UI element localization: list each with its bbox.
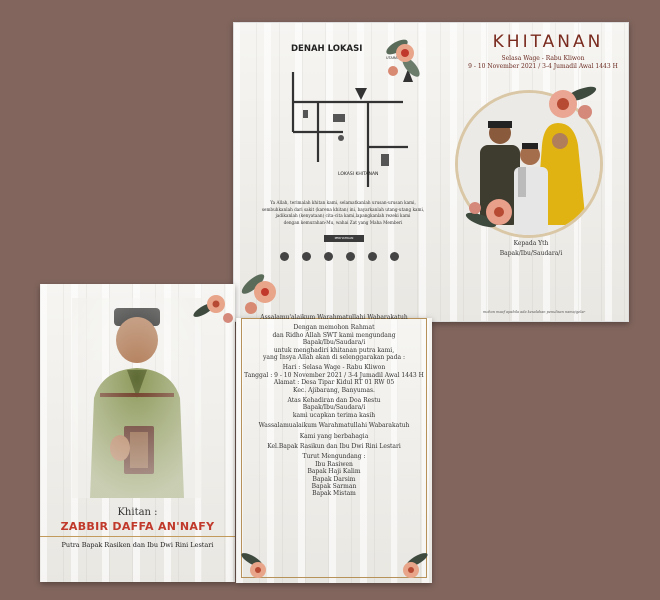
event-date: 9 - 10 November 2021 / 3-4 Jumadil Awal 1443 H	[468, 63, 618, 70]
invitation-text-line: Bapak Darsim	[312, 475, 356, 483]
footnote: mohon maaf apabila ada kesalahan penulisan nama/gelar	[483, 310, 586, 314]
mosque-icon	[381, 154, 389, 166]
invitation-text-line: Bapak Sarman	[311, 483, 357, 490]
prayer-line: dengan kemurahan-Mu, wahai Zat yang Maha Memberi	[283, 219, 403, 225]
invitation-text-panel	[236, 314, 432, 583]
prayer-line: Ya Allah, terimalah khitan kami, selamatkanlah urusan-urusan kami,	[270, 200, 416, 205]
invitation-text-line: untuk menghadiri khitanan putra kami,	[273, 346, 395, 354]
invitation-text-line: Kami yang berbahagia	[299, 432, 369, 440]
protocol-item-icon	[295, 252, 317, 262]
floral-decoration-icon	[235, 262, 285, 322]
protocol-item-icon	[383, 252, 405, 262]
event-title: KHITANAN	[492, 32, 604, 52]
floral-decoration-icon	[461, 190, 531, 240]
floral-decoration-icon	[391, 546, 431, 582]
boy-photo-icon	[72, 298, 202, 498]
invitation-text-line: Hari : Selasa Wage - Rabu Kliwon	[282, 364, 386, 372]
floral-decoration-icon	[190, 286, 235, 326]
invitation-inside-panel	[233, 22, 629, 322]
protocol-item-icon	[339, 252, 361, 262]
invitation-text-line: Turut Mengundang :	[302, 453, 366, 461]
invitation-text-line: Wassalamualaikum Warahmatullahi Wabarakatuh	[258, 422, 410, 430]
invitation-text-line: Bapak/Ibu/Saudara/i	[302, 339, 366, 347]
invitation-text-line: Assalamu'alaikum Warahmatullahi Wabarakatuh	[260, 314, 408, 321]
floral-decoration-icon	[238, 546, 278, 582]
invitation-text-line: Bapak Mistam	[312, 490, 356, 498]
floral-decoration-icon	[381, 27, 427, 82]
floral-decoration-icon	[533, 72, 603, 132]
fuel-icon	[303, 110, 308, 118]
invitation-text-line: Tanggal : 9 - 10 November 2021 / 3-4 Jumadil Awal 1443 H	[244, 371, 424, 379]
map-north-label: UTARA	[386, 56, 398, 60]
invitation-text-line: Kec. Ajibarang, Banyumas.	[293, 386, 375, 394]
boy-parents: Putra Bapak Rasiken dan Ibu Dwi Rini Lestari	[61, 541, 214, 549]
invitation-text-line: Bapak Haji Kalim	[307, 468, 361, 476]
invitation-text-line: Alamat : Desa Tipar Kidul RT 01 RW 05	[273, 379, 395, 387]
invitation-text-line: Bapak/Ibu/Saudara/i	[302, 404, 366, 412]
protocol-item-icon	[361, 252, 383, 262]
prayer-line: jadikanlah (kenyataan) cita-cita kami,lapangkanlah rezeki kami	[275, 213, 411, 218]
invitation-cover-panel	[40, 284, 235, 582]
prayer-text	[245, 200, 441, 226]
invitation-text-line: Kel.Bapak Rasikun dan Ibu Dwi Rini Lestari	[267, 443, 401, 450]
khitan-label: Khitan :	[117, 507, 158, 518]
recipient-name: Bapak/Ibu/Saudara/i	[499, 250, 563, 257]
direction-arrow-icon	[355, 88, 367, 100]
protocol-heading: PERHATIKAN	[324, 235, 364, 242]
protocol-item-icon	[317, 252, 339, 262]
invitation-text-line: Atas Kehadiran dan Doa Restu	[287, 397, 381, 404]
invitation-text-line: dan Ridho Allah SWT kami mengundang	[272, 331, 396, 339]
prayer-line: sembuhkanlah dari sakit (karena khitan) ini, bayarkanlah utang-utang kami,	[261, 206, 425, 212]
invitation-text-line: kami ucapkan terima kasih	[292, 411, 376, 419]
boy-name: ZABBIR DAFFA AN'NAFY	[60, 520, 215, 533]
invitation-text-line: yang Insya Allah akan di selenggarakan pada :	[263, 354, 405, 361]
map-title: DENAH LOKASI	[291, 44, 363, 54]
invitation-text-line: Ibu Rasiwen	[315, 460, 353, 468]
map-location-label: LOKASI KHITANAN	[338, 172, 379, 177]
divider-line	[40, 536, 235, 537]
invitation-text-line: Dengan memohon Rahmat	[293, 324, 375, 332]
school-icon	[333, 114, 345, 122]
event-day: Selasa Wage - Rabu Kliwon	[501, 55, 585, 62]
protocol-item-icon	[273, 252, 295, 262]
recipient-label: Kepada Yth	[513, 240, 549, 247]
place-icon	[338, 135, 344, 141]
